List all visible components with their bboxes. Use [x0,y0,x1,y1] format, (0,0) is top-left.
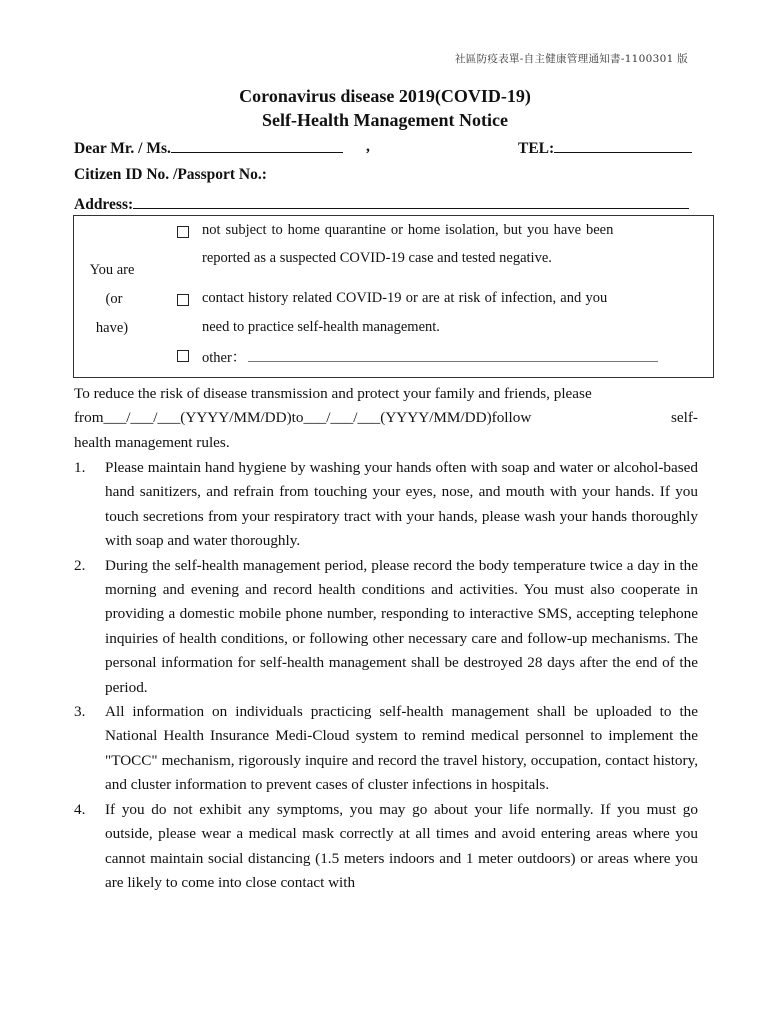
other-label: other： [202,350,247,366]
intro-line-2 [74,406,698,430]
option1-text-line1: not subject to home quarantine or home isolation, but you have been [202,222,614,238]
rules-list [74,456,698,895]
option1-checkbox[interactable] [177,226,189,238]
option2-checkbox[interactable] [177,294,189,306]
rule-item [74,798,698,896]
rule-number: 4. [74,800,86,818]
option2-text-line1: contact history related COVID-19 or are at risk of infection, and you [202,290,608,306]
intro-line-3 [74,431,698,455]
rule-text: If you do not exhibit any symptoms, you may go about your life normally. If you must go outside, please wear a medical mask correctly at all times and avoid entering areas where you cannot maintain social distancing (1.5 meters indoors and 1 meter outdoors) or areas where you are likely to come into close contact with [105,800,698,891]
status-selection-box [73,215,714,378]
tel-field [518,138,692,158]
dear-field [74,138,343,158]
intro-text-self: self- [671,409,698,427]
date-range-text: from___/___/___(YYYY/MM/DD)to___/___/___(YYYY/MM/DD)follow [74,409,532,427]
document-subtitle: Self-Health Management Notice [262,110,508,130]
rule-text: All information on individuals practicing self-health management shall be uploaded to the National Health Insurance Medi-Cloud system to remind medical personnel to implement the "TOCC" mechanism, rigorously inquire and record the travel history, occupation, contact history, and cluster information to prevent cases of cluster infections in hospitals. [105,703,698,794]
rule-number: 3. [74,703,86,721]
citizen-id-label: Citizen ID No. /Passport No.: [74,166,267,183]
rule-item [74,554,698,700]
or-label: (or [105,291,123,307]
rule-text: Please maintain hand hygiene by washing your hands often with soap and water or alcohol-based hand sanitizers, and refrain from touching your eyes, nose, and mouth with your hands. If you touch secretions from your respiratory tract with your hands, please wash your hands thoroughly with soap and water thoroughly. [105,459,698,550]
comma-mark: , [366,138,370,155]
rule-item [74,700,698,798]
option2-text-line2: need to practice self-health management. [202,319,440,335]
intro-text-1: To reduce the risk of disease transmission and protect your family and friends, please [74,385,592,402]
have-label: have) [95,320,129,336]
option3-checkbox[interactable] [177,350,189,362]
address-label: Address: [74,196,134,213]
citizen-id-field [74,166,267,184]
intro-line-1 [74,382,698,406]
other-blank[interactable] [248,349,658,362]
dear-label: Dear Mr. / Ms. [74,140,171,157]
rule-item [74,456,698,554]
you-are-label: You are [89,262,135,278]
address-blank[interactable] [133,194,689,209]
option3-other [202,346,658,367]
address-field [74,194,689,214]
name-blank[interactable] [171,138,343,153]
intro-paragraph [74,382,698,455]
rule-text: During the self-health management period, please record the body temperature twice a day in the morning and evening and record health conditions and activities. You must also cooperate in providing a domestic mobile phone number, responding to interactive SMS, accepting telephone inquiries of health conditions, or following other necessary care and follow-up mechanisms. The personal information for self-health management shall be destroyed 28 days after the end of the period. [105,556,698,696]
intro-text-3: health management rules. [74,433,230,451]
rule-number: 1. [74,459,86,476]
option1-text-line2: reported as a suspected COVID-19 case and tested negative. [202,250,552,266]
tel-label: TEL: [518,140,555,157]
tel-blank[interactable] [554,138,692,153]
document-title: Coronavirus disease 2019(COVID-19) [239,86,531,106]
rule-number: 2. [74,556,86,574]
form-code-header: 社區防疫表單-自主健康管理通知書-1100301 版 [455,53,688,65]
